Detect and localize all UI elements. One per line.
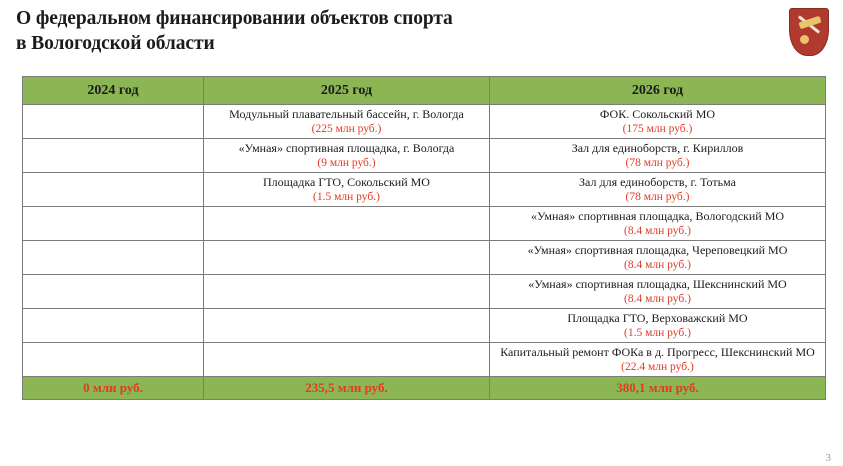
cell-2024 xyxy=(23,309,204,343)
cell-2026 xyxy=(490,173,826,207)
object-cost: (9 млн руб.) xyxy=(317,156,376,169)
total-2025-value: 235,5 млн руб. xyxy=(305,380,388,395)
object-cost: (8.4 млн руб.) xyxy=(624,224,691,237)
object-cost: (8.4 млн руб.) xyxy=(624,292,691,305)
object-name: «Умная» спортивная площадка, Череповецкий МО xyxy=(527,243,788,257)
table-row xyxy=(23,139,826,173)
object-name: Капитальный ремонт ФОКа в д. Прогресс, Шекснинский МО xyxy=(500,345,815,359)
cell-2025 xyxy=(204,173,490,207)
column-header-2025: 2025 год xyxy=(204,77,490,105)
cell-2024 xyxy=(23,139,204,173)
object-name: Модульный плавательный бассейн, г. Вологда xyxy=(229,107,464,121)
table-row xyxy=(23,241,826,275)
table-header-row xyxy=(23,77,826,105)
cell-2026 xyxy=(490,139,826,173)
total-2026-value: 380,1 млн руб. xyxy=(616,380,699,395)
orb-shape xyxy=(800,35,809,44)
cell-2026 xyxy=(490,241,826,275)
column-header-2026: 2026 год xyxy=(490,77,826,105)
cell-2024 xyxy=(23,207,204,241)
cell-2025 xyxy=(204,309,490,343)
column-header-2024: 2024 год xyxy=(23,77,204,105)
object-name: Зал для единоборств, г. Тотьма xyxy=(579,175,736,189)
table-header xyxy=(23,77,826,105)
table-row xyxy=(23,275,826,309)
object-cost: (22.4 млн руб.) xyxy=(621,360,694,373)
page-title-line-1: О федеральном финансировании объектов спорта xyxy=(16,8,453,29)
page-title xyxy=(16,6,656,56)
object-cost: (8.4 млн руб.) xyxy=(624,258,691,271)
cell-2026 xyxy=(490,275,826,309)
table-total-row xyxy=(23,377,826,400)
coat-of-arms-icon xyxy=(789,8,829,56)
cell-2024 xyxy=(23,275,204,309)
shield-shape xyxy=(789,8,829,56)
table-row xyxy=(23,173,826,207)
cell-2024 xyxy=(23,343,204,377)
funding-table-wrapper xyxy=(22,76,822,400)
cell-2026 xyxy=(490,309,826,343)
object-cost: (225 млн руб.) xyxy=(311,122,382,135)
object-name: Площадка ГТО, Верховажский МО xyxy=(567,311,748,325)
object-cost: (78 млн руб.) xyxy=(625,190,690,203)
table-row xyxy=(23,105,826,139)
table-row xyxy=(23,343,826,377)
table-body xyxy=(23,105,826,377)
total-2025 xyxy=(204,377,490,400)
table-row xyxy=(23,309,826,343)
object-cost: (1.5 млн руб.) xyxy=(313,190,380,203)
cell-2024 xyxy=(23,105,204,139)
total-2026 xyxy=(490,377,826,400)
cell-2025 xyxy=(204,343,490,377)
cell-2025 xyxy=(204,139,490,173)
cell-2025 xyxy=(204,241,490,275)
cell-2024 xyxy=(23,241,204,275)
table-row xyxy=(23,207,826,241)
total-2024-value: 0 млн руб. xyxy=(83,380,143,395)
object-name: Зал для единоборств, г. Кириллов xyxy=(571,141,744,155)
page-title-line-2: в Вологодской области xyxy=(16,33,215,54)
object-cost: (1.5 млн руб.) xyxy=(624,326,691,339)
object-name: «Умная» спортивная площадка, Вологодский МО xyxy=(530,209,785,223)
cell-2025 xyxy=(204,207,490,241)
object-name: «Умная» спортивная площадка, Шекснинский МО xyxy=(528,277,787,291)
cell-2026 xyxy=(490,343,826,377)
table-footer xyxy=(23,377,826,400)
cell-2026 xyxy=(490,207,826,241)
object-name: «Умная» спортивная площадка, г. Вологда xyxy=(238,141,455,155)
object-cost: (175 млн руб.) xyxy=(622,122,693,135)
object-name: Площадка ГТО, Сокольский МО xyxy=(263,175,430,189)
object-name: ФОК. Сокольский МО xyxy=(599,107,716,121)
total-2024 xyxy=(23,377,204,400)
cell-2026 xyxy=(490,105,826,139)
funding-table xyxy=(22,76,826,400)
cell-2025 xyxy=(204,105,490,139)
page-number: 3 xyxy=(825,452,831,464)
cell-2024 xyxy=(23,173,204,207)
object-cost: (78 млн руб.) xyxy=(625,156,690,169)
cell-2025 xyxy=(204,275,490,309)
